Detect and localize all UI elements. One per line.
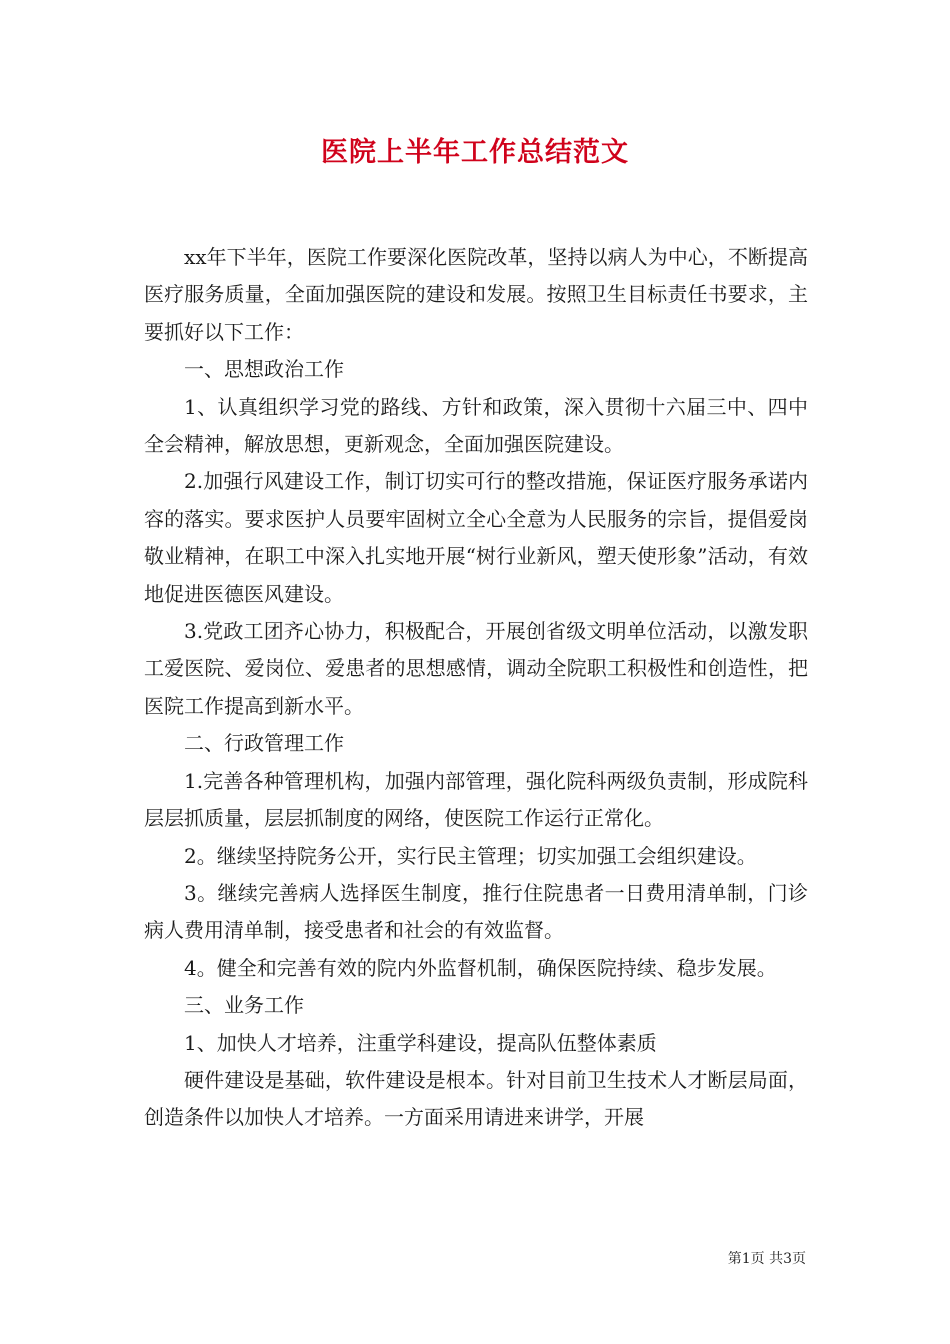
section-heading-1: 一、思想政治工作 (184, 357, 344, 382)
intro-paragraph: xx年下半年，医院工作要深化医院改革，坚持以病人为中心，不断提高医疗服务质量，全面加强医院的建设和发展。按照卫生目标责任书要求，主要抓好以下工作： (144, 245, 808, 344)
document-body (144, 239, 808, 1137)
paragraph-3-2: 硬件建设是基础，软件建设是根本。针对目前卫生技术人才断层局面，创造条件以加快人才培养。一方面采用请进来讲学，开展 (144, 1067, 808, 1130)
section-heading-2: 二、行政管理工作 (184, 731, 344, 756)
paragraph-3-1: 1、加快人才培养，注重学科建设，提高队伍整体素质 (184, 1030, 657, 1055)
paragraph-2-4: 4。健全和完善有效的院内外监督机制，确保医院持续、稳步发展。 (184, 955, 777, 980)
paragraph-1-1: 1、认真组织学习党的路线、方针和政策，深入贯彻十六届三中、四中全会精神，解放思想，更新观念，全面加强医院建设。 (144, 394, 808, 457)
paragraph-2-3: 3。继续完善病人选择医生制度，推行住院患者一日费用清单制，门诊病人费用清单制，接受患者和社会的有效监督。 (144, 880, 808, 943)
document-title: 医院上半年工作总结范文 (321, 137, 629, 168)
paragraph-1-2: 2.加强行风建设工作，制订切实可行的整改措施，保证医疗服务承诺内容的落实。要求医护人员要牢固树立全心全意为人民服务的宗旨，提倡爱岗敬业精神，在职工中深入扎实地开展“树行业新风，塑天使形象”活动，有效地促进医德医风建设。 (144, 469, 808, 606)
paragraph-2-2: 2。继续坚持院务公开，实行民主管理；切实加强工会组织建设。 (184, 843, 757, 868)
paragraph-2-1: 1.完善各种管理机构，加强内部管理，强化院科两级负责制，形成院科层层抓质量，层层抓制度的网络，使医院工作运行正常化。 (144, 768, 808, 831)
paragraph-1-3: 3.党政工团齐心协力，积极配合，开展创省级文明单位活动，以激发职工爱医院、爱岗位、爱患者的思想感情，调动全院职工积极性和创造性，把医院工作提高到新水平。 (144, 619, 808, 718)
section-heading-3: 三、业务工作 (184, 993, 304, 1018)
page-number: 第1页 共3页 (727, 1251, 806, 1267)
